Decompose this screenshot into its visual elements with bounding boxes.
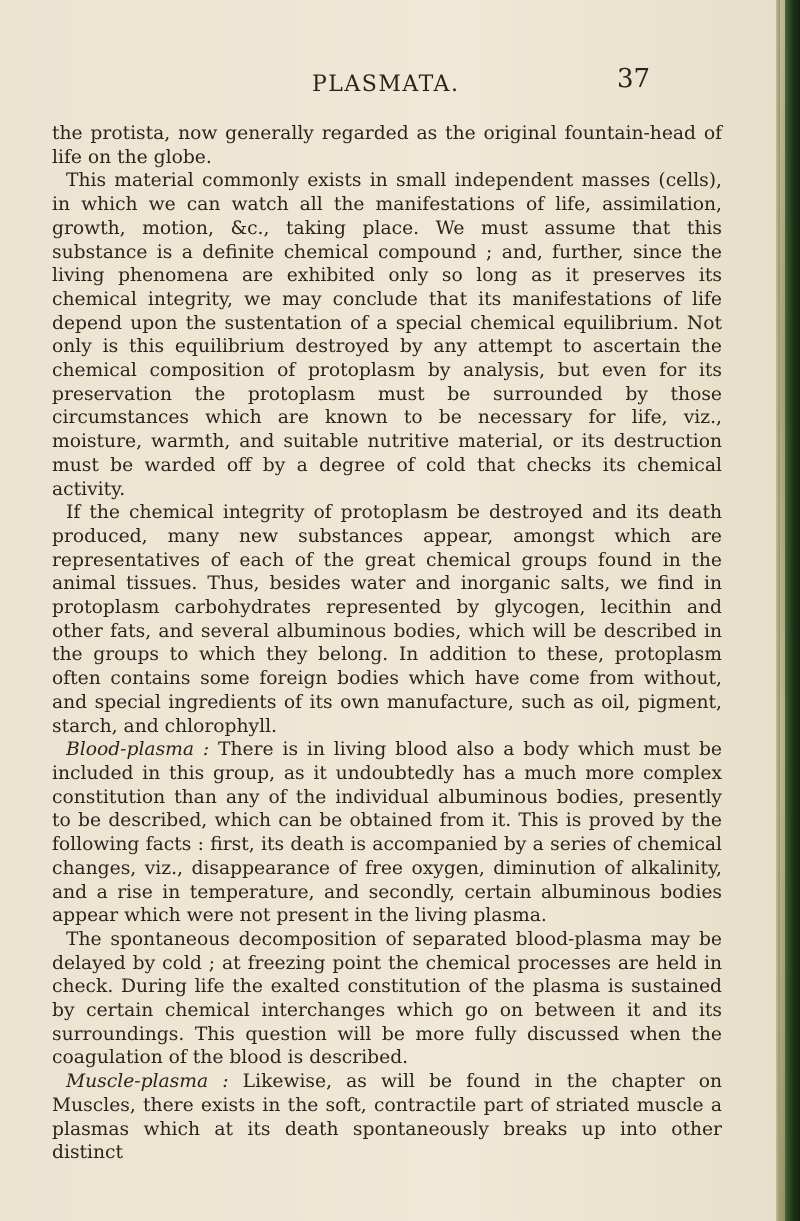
paragraph-text: Likewise, as will be found in the chapter on Muscles, there exists in the soft, contractile part of striated muscle a plasmas which at its death spontaneously breaks up into other distinct (52, 1071, 722, 1164)
paragraph (52, 501, 722, 738)
paragraph (52, 738, 722, 928)
book-binding-edge (776, 0, 800, 1221)
paragraph-lead: Muscle-plasma : (66, 1071, 229, 1093)
paragraph-lead: Blood-plasma : (66, 739, 210, 761)
paragraph (52, 169, 722, 501)
paragraph-text: There is in living blood also a body which must be included in this group, as it undoubtedly has a much more complex constitution than any of the individual albuminous bodies, presently to be described, which can be obtained from it. This is proved by the following facts : first, its death is accompanied by a series of chemical changes, viz., disappearance of free oxygen, diminution of alkalinity, and a rise in temperature, and secondly, certain albuminous bodies appear which were not present in the living plasma. (52, 739, 722, 927)
paragraph-text: The spontaneous decomposition of separated blood-plasma may be delayed by cold ; at freezing point the chemical processes are held in check. During life the exalted constitution of the plasma is sustained by certain chemical interchanges which go on between it and its surroundings. This question will be more fully discussed when the coagulation of the blood is described. (52, 928, 722, 1069)
paragraph-text: the protista, now generally regarded as the original fountain-head of life on the globe. (52, 123, 722, 168)
paragraph (52, 122, 722, 169)
page-header (0, 62, 776, 102)
paragraph (52, 928, 722, 1070)
paragraph-text: If the chemical integrity of protoplasm be destroyed and its death produced, many new substances appear, amongst which are representatives of each of the great chemical groups found in the animal tissues. Thus, besides water and inorganic salts, we find in protoplasm carbohydrates represented by glycogen, lecithin and other fats, and several albuminous bodies, which will be described in the groups to which they belong. In addition to these, protoplasm often contains some foreign bodies which have come from without, and special ingredients of its own manufacture, such as oil, pigment, starch, and chlorophyll. (52, 502, 722, 737)
body-text (52, 122, 722, 1165)
running-head: PLASMATA. (312, 72, 460, 97)
page-number: 37 (617, 64, 651, 94)
paragraph (52, 1070, 722, 1165)
paragraph-text: This material commonly exists in small independent masses (cells), in which we can watch all the manifestations of life, assimilation, growth, motion, &c., taking place. We must assume that this substance is a definite chemical compound ; and, further, since the living phenomena are exhibited only so long as it preserves its chemical integrity, we may conclude that its manifestations of life depend upon the sustentation of a special chemical equilibrium. Not only is this equilibrium destroyed by any attempt to ascertain the chemical composition of protoplasm by analysis, but even for its preservation the protoplasm must be surrounded by those circumstances which are known to be necessary for life, viz., moisture, warmth, and suitable nutritive material, or its destruction must be warded off by a degree of cold that checks its chemical activity. (52, 170, 722, 500)
